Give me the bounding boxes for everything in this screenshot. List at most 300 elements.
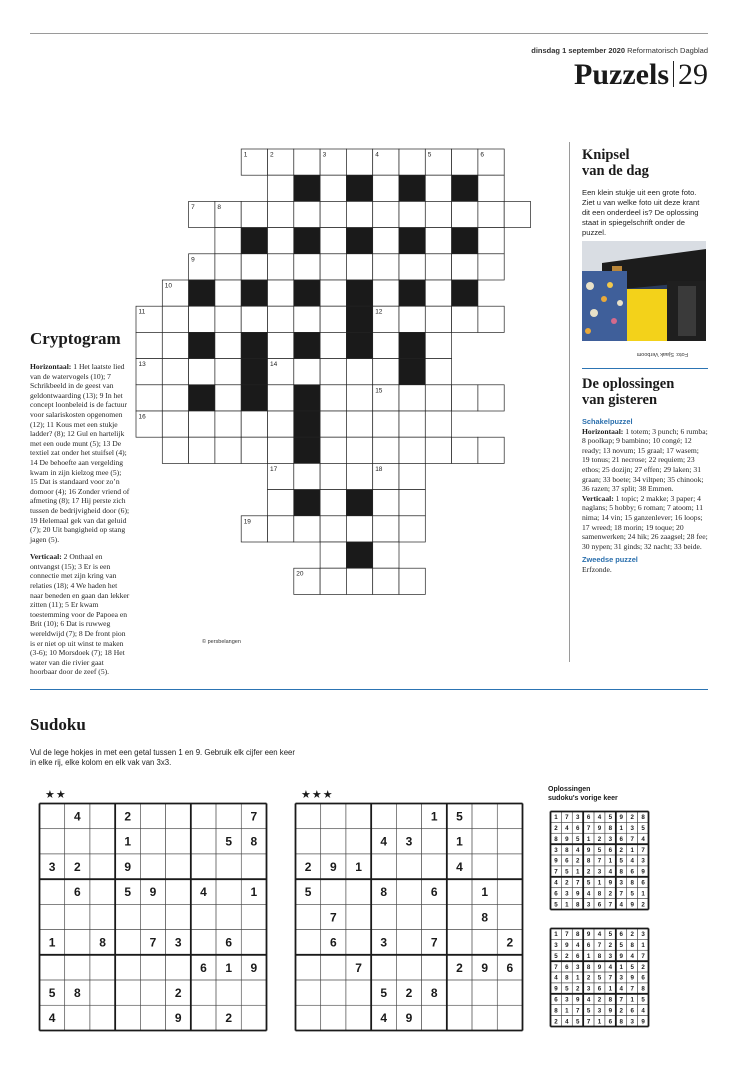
crossword-cell[interactable] bbox=[241, 437, 267, 463]
crossword-black-cell bbox=[399, 332, 425, 358]
sudoku-digit: 4 bbox=[380, 834, 388, 849]
sudoku-cell[interactable] bbox=[140, 829, 165, 854]
crossword-cell[interactable] bbox=[320, 568, 346, 594]
crossword-cell[interactable] bbox=[399, 490, 425, 516]
crossword-cell[interactable] bbox=[268, 385, 294, 411]
sudoku-cell[interactable] bbox=[346, 879, 371, 904]
sudoku-cell[interactable] bbox=[371, 854, 396, 879]
solutions-vertical-text: 1 topic; 2 makke; 3 paper; 4 naglans; 5 hobby; 6 roman; 7 atoom; 11 nima; 14 vin; 15 ganzenlever; 16 loops; 17 wreed; 18 morin; 19 toque; 20 samenwerken; 24 hik; 26 zaagsel; 28 fee; 30 nypen; 31 ginds; 32 nacht; 33 beide. bbox=[582, 493, 708, 551]
sudoku-digit: 4 bbox=[608, 963, 613, 971]
crossword-cell[interactable] bbox=[162, 359, 188, 385]
sudoku-cell[interactable] bbox=[140, 904, 165, 929]
crossword-cell[interactable] bbox=[346, 385, 372, 411]
crossword-cell[interactable] bbox=[373, 280, 399, 306]
crossword-cell[interactable] bbox=[268, 254, 294, 280]
sudoku-digit: 9 bbox=[481, 960, 489, 975]
sudoku-cell[interactable] bbox=[396, 904, 421, 929]
crossword-clue-number: 1 bbox=[243, 151, 248, 159]
sudoku-cell[interactable] bbox=[90, 879, 115, 904]
crossword-black-cell bbox=[346, 306, 372, 332]
crossword-cell[interactable] bbox=[320, 411, 346, 437]
crossword-cell[interactable] bbox=[399, 385, 425, 411]
crossword-cell[interactable] bbox=[320, 332, 346, 358]
sudoku-digit: 6 bbox=[554, 996, 558, 1004]
crossword-cell[interactable] bbox=[373, 359, 399, 385]
crossword-cell[interactable] bbox=[162, 385, 188, 411]
sudoku-cell[interactable] bbox=[371, 904, 396, 929]
crossword-cell[interactable] bbox=[215, 332, 241, 358]
sudoku-cell[interactable] bbox=[321, 829, 346, 854]
crossword-cell[interactable] bbox=[478, 385, 504, 411]
crossword-cell[interactable] bbox=[215, 254, 241, 280]
sudoku-digit: 4 bbox=[608, 868, 613, 876]
crossword-cell[interactable] bbox=[320, 228, 346, 254]
sudoku-digit: 2 bbox=[630, 814, 634, 822]
crossword-cell[interactable] bbox=[373, 175, 399, 201]
sudoku-digit: 9 bbox=[641, 868, 645, 876]
sudoku-digit: 8 bbox=[597, 890, 602, 898]
crossword-cell[interactable] bbox=[241, 254, 267, 280]
solutions-horizontal bbox=[582, 427, 708, 494]
crossword-cell[interactable] bbox=[425, 385, 451, 411]
crossword-cell[interactable] bbox=[373, 490, 399, 516]
crossword-cell[interactable] bbox=[425, 306, 451, 332]
sudoku-digit: 8 bbox=[554, 835, 558, 843]
crossword-cell[interactable] bbox=[215, 385, 241, 411]
crossword-cell[interactable] bbox=[294, 516, 320, 542]
crossword-cell[interactable] bbox=[346, 463, 372, 489]
sudoku-cell[interactable] bbox=[40, 804, 65, 829]
sudoku-cell[interactable] bbox=[65, 829, 90, 854]
column-divider bbox=[569, 142, 570, 662]
sudoku-digit: 8 bbox=[641, 814, 645, 822]
sudoku-cell[interactable] bbox=[216, 879, 241, 904]
sudoku-cell[interactable] bbox=[216, 854, 241, 879]
crossword-cell[interactable] bbox=[399, 149, 425, 175]
sudoku-digit: 2 bbox=[575, 857, 580, 865]
crossword-cell[interactable] bbox=[373, 254, 399, 280]
crossword-cell[interactable] bbox=[425, 280, 451, 306]
crossword-cell[interactable] bbox=[215, 359, 241, 385]
sudoku-cell[interactable] bbox=[422, 955, 447, 980]
sudoku-cell[interactable] bbox=[497, 1005, 522, 1030]
crossword-black-cell bbox=[294, 411, 320, 437]
sudoku-cell[interactable] bbox=[65, 1005, 90, 1030]
sudoku-cell[interactable] bbox=[140, 955, 165, 980]
sudoku-cell[interactable] bbox=[472, 980, 497, 1005]
sudoku-cell[interactable] bbox=[65, 930, 90, 955]
sudoku-cell[interactable] bbox=[140, 1005, 165, 1030]
sudoku-cell[interactable] bbox=[90, 804, 115, 829]
crossword-cell[interactable] bbox=[320, 306, 346, 332]
sudoku-cell[interactable] bbox=[140, 804, 165, 829]
sudoku-digit: 5 bbox=[124, 885, 132, 900]
crossword-cell[interactable] bbox=[189, 359, 215, 385]
sudoku-digit: 8 bbox=[565, 974, 569, 982]
sudoku-cell[interactable] bbox=[90, 904, 115, 929]
sudoku-cell[interactable] bbox=[191, 980, 216, 1005]
crossword-cell[interactable] bbox=[268, 228, 294, 254]
sudoku-digit: 6 bbox=[619, 835, 624, 843]
crossword-cell[interactable] bbox=[425, 359, 451, 385]
sudoku-cell[interactable] bbox=[422, 904, 447, 929]
sudoku-cell[interactable] bbox=[140, 854, 165, 879]
crossword-cell[interactable] bbox=[373, 516, 399, 542]
sudoku-cell[interactable] bbox=[90, 829, 115, 854]
sudoku-cell[interactable] bbox=[166, 904, 191, 929]
crossword-cell[interactable] bbox=[320, 359, 346, 385]
crossword-cell[interactable] bbox=[452, 385, 478, 411]
sudoku-cell[interactable] bbox=[90, 1005, 115, 1030]
sudoku-digit: 2 bbox=[619, 846, 624, 854]
crossword-cell[interactable] bbox=[399, 201, 425, 227]
sudoku-cell[interactable] bbox=[140, 980, 165, 1005]
crossword-cell[interactable] bbox=[478, 437, 504, 463]
sudoku-digit: 3 bbox=[565, 996, 569, 1004]
sudoku-digit: 7 bbox=[430, 935, 438, 950]
sudoku-digit: 7 bbox=[630, 835, 634, 843]
sudoku-digit: 2 bbox=[506, 935, 514, 950]
sudoku-cell[interactable] bbox=[166, 879, 191, 904]
sudoku-cell[interactable] bbox=[497, 804, 522, 829]
sudoku-cell[interactable] bbox=[447, 904, 472, 929]
sudoku-cell[interactable] bbox=[191, 904, 216, 929]
crossword-cell[interactable] bbox=[320, 490, 346, 516]
crossword-cell[interactable] bbox=[346, 254, 372, 280]
crossword-cell[interactable] bbox=[320, 201, 346, 227]
crossword-cell[interactable] bbox=[452, 437, 478, 463]
sudoku-cell[interactable] bbox=[321, 879, 346, 904]
sudoku-cell[interactable] bbox=[166, 854, 191, 879]
sudoku-digit: 5 bbox=[608, 814, 613, 822]
sudoku-cell[interactable] bbox=[472, 804, 497, 829]
sudoku-digit: 6 bbox=[575, 825, 580, 833]
sudoku-cell[interactable] bbox=[40, 879, 65, 904]
crossword-cell[interactable] bbox=[373, 332, 399, 358]
sudoku-cell[interactable] bbox=[346, 930, 371, 955]
sudoku-cell[interactable] bbox=[321, 1005, 346, 1030]
crossword-clue-number: 16 bbox=[138, 413, 146, 421]
sudoku-digit: 1 bbox=[355, 859, 362, 874]
crossword-cell[interactable] bbox=[268, 201, 294, 227]
sudoku-digit: 8 bbox=[575, 901, 580, 909]
crossword-cell[interactable] bbox=[346, 411, 372, 437]
crossword-cell[interactable] bbox=[162, 437, 188, 463]
crossword-cell[interactable] bbox=[162, 411, 188, 437]
sudoku-cell[interactable] bbox=[422, 854, 447, 879]
sudoku-cell[interactable] bbox=[115, 904, 140, 929]
solutions-rule bbox=[582, 368, 708, 369]
crossword-cell[interactable] bbox=[241, 201, 267, 227]
sudoku-digit: 1 bbox=[597, 879, 602, 887]
sudoku-cell[interactable] bbox=[346, 1005, 371, 1030]
sudoku-cell[interactable] bbox=[191, 1005, 216, 1030]
crossword-cell[interactable] bbox=[478, 201, 504, 227]
solutions-vertical bbox=[582, 494, 708, 552]
crossword-cell[interactable] bbox=[215, 411, 241, 437]
crossword-cell[interactable] bbox=[452, 149, 478, 175]
sudoku-cell[interactable] bbox=[371, 804, 396, 829]
sudoku-cell[interactable] bbox=[90, 980, 115, 1005]
crossword-black-cell bbox=[346, 280, 372, 306]
sudoku-cell[interactable] bbox=[396, 854, 421, 879]
sudoku-cell[interactable] bbox=[191, 804, 216, 829]
crossword-cell[interactable] bbox=[241, 411, 267, 437]
sudoku-cell[interactable] bbox=[497, 980, 522, 1005]
crossword-cell[interactable] bbox=[320, 280, 346, 306]
sudoku-cell[interactable] bbox=[321, 980, 346, 1005]
sudoku-cell[interactable] bbox=[40, 904, 65, 929]
sudoku-cell[interactable] bbox=[216, 804, 241, 829]
crossword-cell[interactable] bbox=[425, 437, 451, 463]
sudoku-cell[interactable] bbox=[115, 980, 140, 1005]
crossword-black-cell bbox=[241, 359, 267, 385]
crossword-cell[interactable] bbox=[346, 201, 372, 227]
crossword-cell[interactable] bbox=[162, 332, 188, 358]
crossword-cell[interactable] bbox=[373, 437, 399, 463]
sudoku-digit: 8 bbox=[575, 931, 580, 939]
sudoku-cell[interactable] bbox=[166, 804, 191, 829]
sudoku-cell[interactable] bbox=[321, 804, 346, 829]
sudoku-cell[interactable] bbox=[191, 829, 216, 854]
sudoku-cell[interactable] bbox=[166, 955, 191, 980]
sudoku-digit: 7 bbox=[586, 825, 591, 833]
sudoku-cell[interactable] bbox=[346, 980, 371, 1005]
crossword-cell[interactable] bbox=[399, 411, 425, 437]
crossword-cell[interactable] bbox=[346, 568, 372, 594]
sudoku-cell[interactable] bbox=[90, 955, 115, 980]
crossword-cell[interactable] bbox=[268, 175, 294, 201]
crossword-cell[interactable] bbox=[268, 280, 294, 306]
sudoku-digit: 6 bbox=[73, 885, 81, 900]
crossword-clue-number: 17 bbox=[270, 465, 278, 473]
crossword-cell[interactable] bbox=[504, 201, 530, 227]
sudoku-cell[interactable] bbox=[296, 980, 321, 1005]
solutions-horizontal-label: Horizontaal: bbox=[582, 426, 624, 436]
sudoku-digit: 1 bbox=[586, 835, 591, 843]
sudoku-digit: 9 bbox=[619, 814, 624, 822]
crossword-cell[interactable] bbox=[268, 490, 294, 516]
sudoku-cell[interactable] bbox=[346, 829, 371, 854]
sudoku-cell[interactable] bbox=[472, 854, 497, 879]
crossword-cell[interactable] bbox=[294, 149, 320, 175]
crossword-cell[interactable] bbox=[320, 175, 346, 201]
crossword-cell[interactable] bbox=[373, 228, 399, 254]
solutions-text bbox=[582, 417, 708, 575]
sudoku-cell[interactable] bbox=[321, 955, 346, 980]
crossword-black-cell bbox=[452, 175, 478, 201]
crossword-cell[interactable] bbox=[241, 306, 267, 332]
crossword-cell[interactable] bbox=[268, 332, 294, 358]
crossword-cell[interactable] bbox=[320, 542, 346, 568]
crossword-cell[interactable] bbox=[373, 201, 399, 227]
crossword-cell[interactable] bbox=[294, 254, 320, 280]
sudoku-digit: 9 bbox=[554, 857, 558, 865]
sudoku-cell[interactable] bbox=[422, 829, 447, 854]
crossword-cell[interactable] bbox=[189, 437, 215, 463]
crossword-cell[interactable] bbox=[346, 516, 372, 542]
sudoku-digit: 7 bbox=[608, 974, 613, 982]
sudoku-cell[interactable] bbox=[191, 930, 216, 955]
sudoku-cell[interactable] bbox=[241, 980, 266, 1005]
crossword-cell[interactable] bbox=[425, 254, 451, 280]
crossword-cell[interactable] bbox=[346, 359, 372, 385]
crossword-cell[interactable] bbox=[215, 437, 241, 463]
sudoku-cell[interactable] bbox=[371, 955, 396, 980]
sudoku-cell[interactable] bbox=[396, 955, 421, 980]
sudoku-cell[interactable] bbox=[65, 904, 90, 929]
crossword-black-cell bbox=[294, 175, 320, 201]
page-number: 29 bbox=[678, 58, 708, 91]
sudoku-cell[interactable] bbox=[90, 854, 115, 879]
crossword-cell[interactable] bbox=[399, 516, 425, 542]
crossword-cell[interactable] bbox=[294, 463, 320, 489]
sudoku-cell[interactable] bbox=[296, 904, 321, 929]
crossword-cell[interactable] bbox=[346, 149, 372, 175]
sudoku-cell[interactable] bbox=[40, 955, 65, 980]
crossword-cell[interactable] bbox=[215, 280, 241, 306]
sudoku-cell[interactable] bbox=[396, 930, 421, 955]
sudoku-cell[interactable] bbox=[497, 829, 522, 854]
crossword-cell[interactable] bbox=[373, 542, 399, 568]
crossword-black-cell bbox=[294, 280, 320, 306]
sudoku-cell[interactable] bbox=[241, 904, 266, 929]
crossword-cell[interactable] bbox=[162, 306, 188, 332]
crossword-cell[interactable] bbox=[399, 306, 425, 332]
crossword-cell[interactable] bbox=[399, 437, 425, 463]
crossword-cell[interactable] bbox=[425, 175, 451, 201]
crossword-cell[interactable] bbox=[268, 411, 294, 437]
crossword-cell[interactable] bbox=[425, 332, 451, 358]
crossword-cell[interactable] bbox=[136, 332, 162, 358]
crossword-cell[interactable] bbox=[452, 201, 478, 227]
crossword-cell[interactable] bbox=[215, 306, 241, 332]
sudoku-cell[interactable] bbox=[472, 829, 497, 854]
sudoku-digit: 8 bbox=[73, 985, 81, 1000]
sudoku-digit: 8 bbox=[586, 963, 591, 971]
sudoku-cell[interactable] bbox=[497, 879, 522, 904]
sudoku-digit: 5 bbox=[619, 942, 624, 950]
crossword-cell[interactable] bbox=[373, 411, 399, 437]
crossword-cell[interactable] bbox=[478, 254, 504, 280]
vertical-clues bbox=[30, 552, 130, 677]
sudoku-cell[interactable] bbox=[422, 1005, 447, 1030]
sudoku-cell[interactable] bbox=[396, 879, 421, 904]
crossword-cell[interactable] bbox=[136, 385, 162, 411]
sudoku-digit: 8 bbox=[430, 985, 438, 1000]
sudoku-cell[interactable] bbox=[346, 904, 371, 929]
crossword-cell[interactable] bbox=[268, 437, 294, 463]
sudoku-cell[interactable] bbox=[296, 955, 321, 980]
crossword-cell[interactable] bbox=[399, 463, 425, 489]
crossword-clue-number: 2 bbox=[270, 151, 274, 159]
crossword-cell[interactable] bbox=[268, 306, 294, 332]
crossword-cell[interactable] bbox=[189, 306, 215, 332]
crossword-cell[interactable] bbox=[189, 411, 215, 437]
sudoku-cell[interactable] bbox=[166, 829, 191, 854]
crossword-cell[interactable] bbox=[399, 254, 425, 280]
crossword-cell[interactable] bbox=[425, 228, 451, 254]
sudoku-digit: 1 bbox=[608, 857, 613, 865]
sudoku-cell[interactable] bbox=[346, 804, 371, 829]
sudoku-cell[interactable] bbox=[447, 980, 472, 1005]
crossword-cell[interactable] bbox=[294, 306, 320, 332]
crossword-cell[interactable] bbox=[425, 411, 451, 437]
sudoku1-difficulty: ★★ bbox=[45, 789, 67, 801]
sudoku-cell[interactable] bbox=[296, 930, 321, 955]
crossword-black-cell bbox=[294, 385, 320, 411]
sudoku-cell[interactable] bbox=[241, 1005, 266, 1030]
crossword-cell[interactable] bbox=[346, 437, 372, 463]
crossword-cell[interactable] bbox=[425, 201, 451, 227]
sudoku-cell[interactable] bbox=[115, 930, 140, 955]
sudoku-cell[interactable] bbox=[216, 980, 241, 1005]
sudoku-digit: 3 bbox=[608, 952, 613, 960]
sudoku-cell[interactable] bbox=[497, 854, 522, 879]
sudoku-cell[interactable] bbox=[241, 930, 266, 955]
sudoku-cell[interactable] bbox=[241, 854, 266, 879]
crossword-cell[interactable] bbox=[320, 516, 346, 542]
sudoku-cell[interactable] bbox=[472, 1005, 497, 1030]
sudoku-digit: 5 bbox=[565, 985, 569, 993]
crossword-cell[interactable] bbox=[215, 228, 241, 254]
crossword-cell[interactable] bbox=[373, 568, 399, 594]
sudoku-cell[interactable] bbox=[472, 930, 497, 955]
crossword-cell[interactable] bbox=[294, 201, 320, 227]
sudoku-digit: 8 bbox=[597, 952, 602, 960]
sudoku-digit: 3 bbox=[619, 974, 624, 982]
sudoku-digit: 8 bbox=[481, 910, 489, 925]
sudoku-digit: 9 bbox=[124, 859, 132, 874]
crossword-cell[interactable] bbox=[399, 568, 425, 594]
sudoku-cell[interactable] bbox=[115, 955, 140, 980]
crossword-cell[interactable] bbox=[478, 228, 504, 254]
crossword-black-cell bbox=[189, 385, 215, 411]
sudoku-cell[interactable] bbox=[115, 1005, 140, 1030]
sudoku-digit: 7 bbox=[597, 857, 602, 865]
sudoku-digit: 3 bbox=[405, 834, 413, 849]
sudoku-cell[interactable] bbox=[65, 955, 90, 980]
crossword-cell[interactable] bbox=[478, 306, 504, 332]
sudoku-cell[interactable] bbox=[191, 854, 216, 879]
crossword-cell[interactable] bbox=[320, 254, 346, 280]
sudoku-cell[interactable] bbox=[396, 804, 421, 829]
crossword-cell[interactable] bbox=[320, 385, 346, 411]
sudoku-cell[interactable] bbox=[447, 879, 472, 904]
crossword-cell[interactable] bbox=[294, 359, 320, 385]
sudoku-cell[interactable] bbox=[296, 804, 321, 829]
sudoku-digit: 2 bbox=[608, 890, 613, 898]
sudoku-cell[interactable] bbox=[216, 904, 241, 929]
crossword-cell[interactable] bbox=[452, 254, 478, 280]
sudoku-cell[interactable] bbox=[296, 829, 321, 854]
sudoku-digit: 6 bbox=[586, 942, 591, 950]
sudoku-cell[interactable] bbox=[40, 829, 65, 854]
sudoku-cell[interactable] bbox=[296, 1005, 321, 1030]
crossword-cell[interactable] bbox=[452, 306, 478, 332]
sudoku-digit: 2 bbox=[597, 996, 602, 1004]
crossword-cell[interactable] bbox=[320, 437, 346, 463]
crossword-cell[interactable] bbox=[268, 516, 294, 542]
horizontal-clues bbox=[30, 362, 130, 544]
sudoku-cell[interactable] bbox=[447, 930, 472, 955]
crossword-cell[interactable] bbox=[478, 175, 504, 201]
crossword-black-cell bbox=[452, 228, 478, 254]
sudoku-cell[interactable] bbox=[497, 904, 522, 929]
sudoku-digit: 5 bbox=[641, 996, 645, 1004]
crossword-cell[interactable] bbox=[320, 463, 346, 489]
sudoku-cell[interactable] bbox=[447, 1005, 472, 1030]
